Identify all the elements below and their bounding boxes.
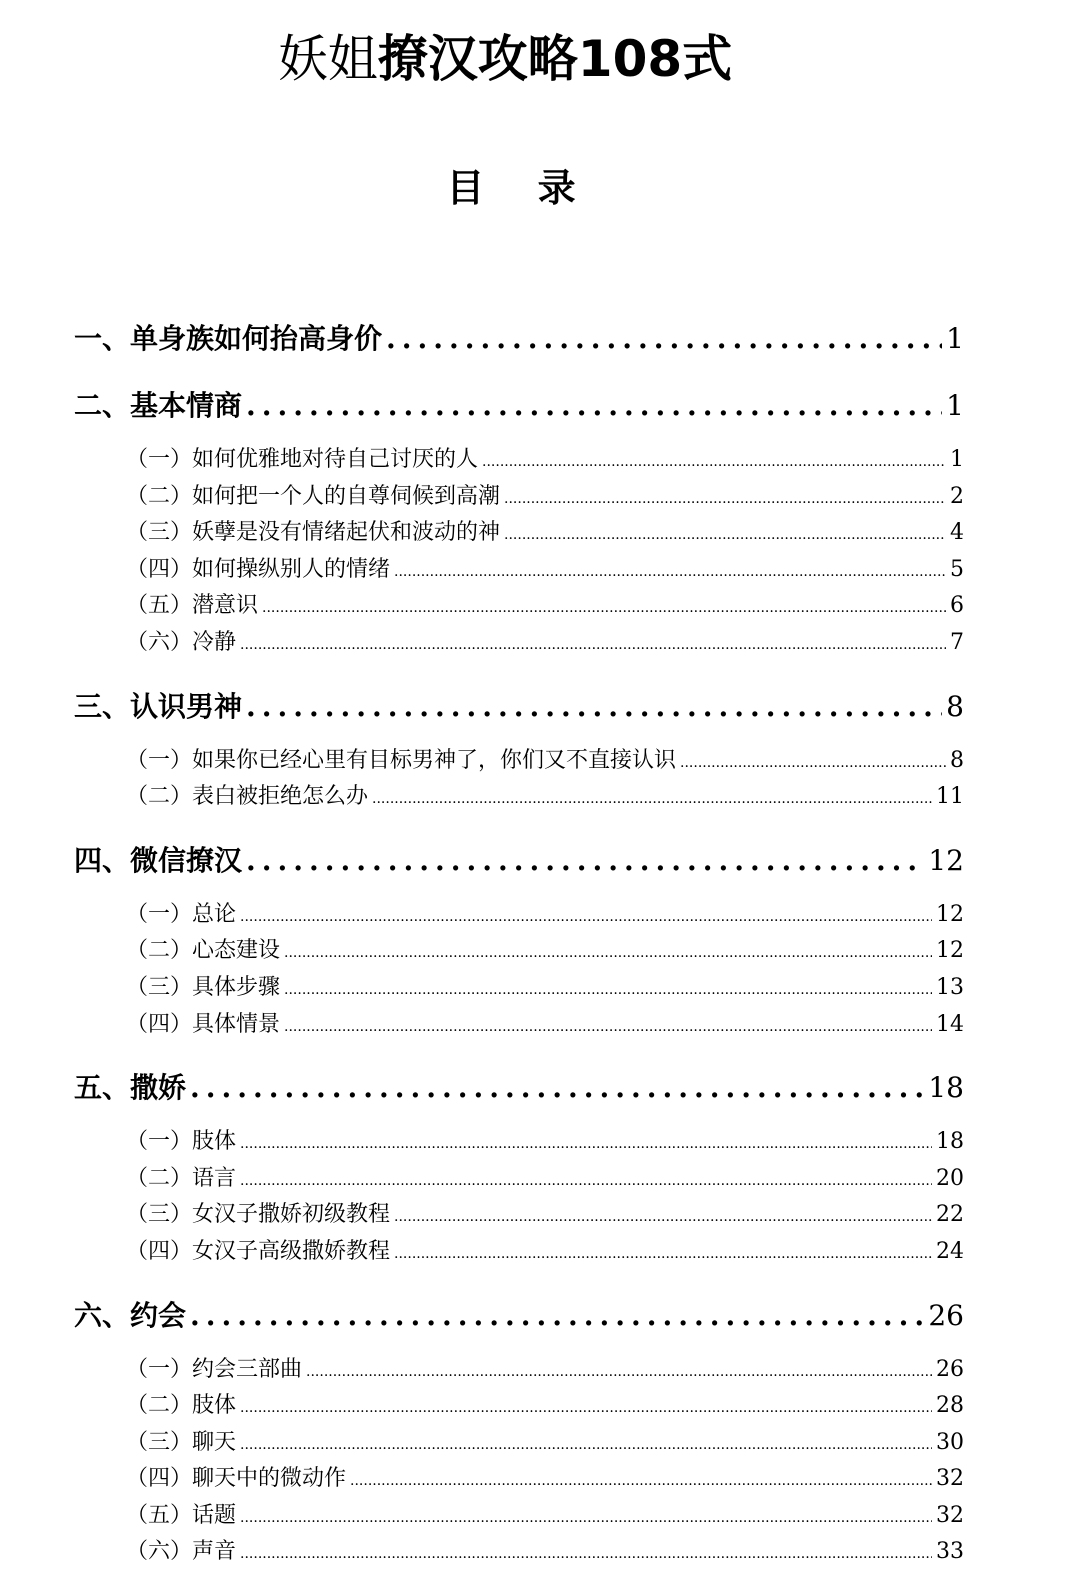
toc-leader-dots [246,684,942,730]
toc-leader-dots [372,783,932,817]
toc-subitem-label: （二）心态建设 [126,938,281,964]
document-title-bold: 撩汉攻略108式 [377,30,733,88]
toc-leader-dots [246,838,924,884]
toc-subitem-page: 32 [936,1502,964,1528]
toc-section-label: 四、微信撩汉 [74,843,243,877]
toc-leader-dots [386,316,942,362]
toc-section-label: 一、单身族如何抬高身价 [74,322,383,355]
toc-subitem[interactable] [74,780,964,817]
toc-subitem-page: 32 [936,1466,964,1492]
toc-subitem-page: 11 [936,784,964,810]
toc-section[interactable] [74,838,964,884]
toc-leader-dots [482,446,946,480]
toc-subitem-label: （一）总论 [126,901,237,927]
toc-subitem[interactable] [74,1235,964,1272]
toc-section-label: 六、约会 [74,1298,187,1332]
toc-subitem-page: 30 [936,1429,964,1455]
toc-section[interactable] [74,1293,964,1339]
toc-subitem[interactable] [74,626,964,663]
toc-section[interactable] [74,316,964,362]
toc-leader-dots [190,1293,924,1339]
toc-subitem[interactable] [74,1389,964,1426]
toc-subitem-page: 28 [936,1393,964,1419]
toc-subitem[interactable] [74,1462,964,1499]
toc-leader-dots [394,1201,932,1235]
toc-leader-dots [394,1238,932,1272]
toc-subitem[interactable] [74,553,964,590]
toc-leader-dots [190,1065,924,1111]
toc-section-label: 二、基本情商 [74,389,243,422]
toc-subitem-label: （二）肢体 [126,1393,237,1419]
toc-leader-dots [350,1465,932,1499]
toc-leader-dots [240,1128,932,1162]
toc-leader-dots [246,383,942,429]
toc-leader-dots [240,1429,932,1463]
toc-subitem-label: （三）妖孽是没有情绪起伏和波动的神 [126,520,501,546]
toc-subitem[interactable] [74,589,964,626]
toc-section-page: 1 [946,389,964,422]
table-of-contents [74,316,964,1572]
toc-subitem[interactable] [74,1125,964,1162]
toc-subitem-label: （二）语言 [126,1165,237,1191]
toc-subitem-label: （六）声音 [126,1539,237,1565]
toc-section-label: 三、认识男神 [74,689,243,723]
toc-subitem[interactable] [74,898,964,935]
toc-subitem-page: 8 [950,747,964,773]
toc-subitem-page: 5 [950,556,964,582]
toc-subitem-label: （一）如果你已经心里有目标男神了，你们又不直接认识 [126,747,677,773]
toc-subitem-page: 1 [950,447,964,472]
toc-subitem[interactable] [74,744,964,781]
toc-leader-dots [240,1165,932,1199]
toc-subitem-page: 12 [936,901,964,927]
toc-subitem-label: （五）潜意识 [126,593,259,619]
toc-subitem-page: 12 [936,938,964,964]
toc-leader-dots [240,901,932,935]
toc-subitem[interactable] [74,1535,964,1572]
toc-subitem-label: （三）女汉子撒娇初级教程 [126,1202,391,1228]
toc-subitem-label: （三）具体步骤 [126,974,281,1000]
toc-section-page: 8 [946,689,964,723]
toc-subitem[interactable] [74,1198,964,1235]
toc-subitem-page: 6 [950,593,964,619]
toc-subitem-label: （四）聊天中的微动作 [126,1466,347,1492]
toc-subitem-label: （一）约会三部曲 [126,1356,303,1382]
toc-subitem-label: （四）具体情景 [126,1011,281,1037]
toc-subitem[interactable] [74,1499,964,1536]
toc-subitem[interactable] [74,516,964,553]
toc-subitem-page: 26 [936,1356,964,1382]
toc-section[interactable] [74,1065,964,1111]
toc-subitem-label: （二）如何把一个人的自尊伺候到高潮 [126,483,501,509]
toc-subitem-page: 4 [950,520,964,546]
toc-section-page: 1 [946,322,964,355]
toc-subitem[interactable] [74,1162,964,1199]
toc-subitem-page: 7 [950,629,964,655]
toc-leader-dots [240,629,946,663]
toc-subitem-page: 18 [936,1129,964,1155]
toc-leader-dots [262,592,946,626]
toc-subitem-label: （五）话题 [126,1502,237,1528]
toc-leader-dots [240,1392,932,1426]
toc-section[interactable] [74,383,964,429]
toc-subitem[interactable] [74,1008,964,1045]
toc-leader-dots [680,747,946,781]
toc-leader-dots [240,1502,932,1536]
toc-leader-dots [504,483,946,517]
toc-subitem-page: 33 [936,1539,964,1565]
toc-subitem-label: （三）聊天 [126,1429,237,1455]
toc-leader-dots [284,937,932,971]
toc-leader-dots [504,519,946,553]
toc-subitem[interactable] [74,480,964,517]
toc-leader-dots [284,1011,932,1045]
toc-subitem-label: （四）女汉子高级撒娇教程 [126,1238,391,1264]
toc-subitem-page: 2 [950,483,964,509]
toc-subitem-page: 24 [936,1238,964,1264]
toc-subitem-label: （二）表白被拒绝怎么办 [126,784,369,810]
document-title-light: 妖姐 [277,30,378,88]
toc-subitem-page: 14 [936,1011,964,1037]
toc-subitem[interactable] [74,971,964,1008]
toc-leader-dots [394,556,946,590]
toc-leader-dots [240,1538,932,1572]
toc-section-page: 12 [928,843,964,877]
toc-section-label: 五、撒娇 [74,1071,187,1105]
toc-leader-dots [306,1356,932,1390]
toc-subitem-label: （一）如何优雅地对待自己讨厌的人 [126,447,479,472]
toc-subitem-page: 20 [936,1165,964,1191]
toc-section[interactable] [74,684,964,730]
toc-subitem-label: （一）肢体 [126,1129,237,1155]
toc-subitem-label: （四）如何操纵别人的情绪 [126,556,391,582]
toc-subitem-page: 22 [936,1202,964,1228]
toc-leader-dots [284,974,932,1008]
toc-subitem[interactable] [74,1426,964,1463]
toc-subitem-label: （六）冷静 [126,629,237,655]
toc-subitem-page: 13 [936,974,964,1000]
toc-subitem[interactable] [74,934,964,971]
toc-section-page: 26 [928,1298,964,1332]
toc-section-page: 18 [928,1071,964,1105]
toc-subitem[interactable] [74,1353,964,1390]
toc-subitem[interactable] [74,443,964,480]
document-title [0,28,1010,90]
toc-heading: 目 录 [446,165,596,210]
